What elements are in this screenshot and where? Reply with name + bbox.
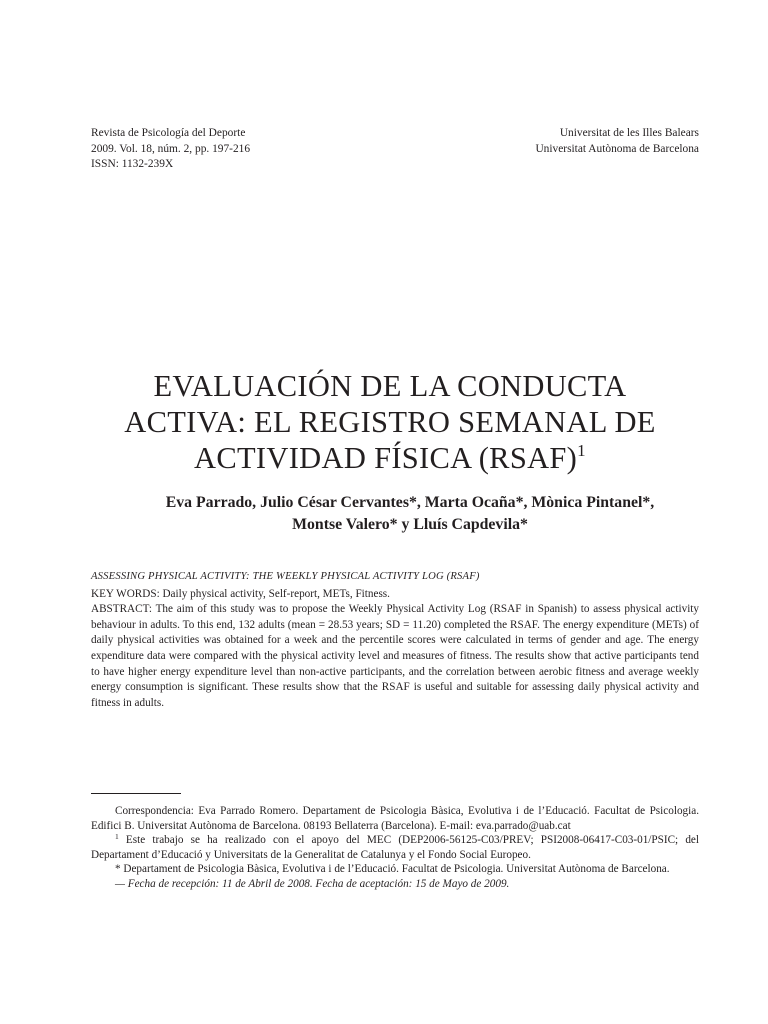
correspondence-note: Correspondencia: Eva Parrado Romero. Departament de Psicologia Bàsica, Evolutiva i de l’Educació. Facultat de Psicologia. Edifici B. Universitat Autònoma de Barcelona. 08193 Bellaterra (Barcelona). E-mail: eva.parrado@uab.cat: [91, 805, 699, 832]
authors-line-2: Montse Valero* y Lluís Capdevila*: [292, 516, 528, 533]
funding-note: [91, 833, 699, 862]
article-title: [80, 368, 700, 476]
institution-uib: Universitat de les Illes Balears: [559, 127, 699, 139]
title-line-3-text: ACTIVIDAD FÍSICA (RSAF): [194, 441, 578, 475]
journal-name: Revista de Psicología del Deporte: [91, 127, 246, 139]
author-list: [80, 492, 740, 536]
abstract-section: [91, 569, 699, 711]
institution-uab: Universitat Autònoma de Barcelona: [535, 142, 699, 155]
keywords: KEY WORDS: Daily physical activity, Self-report, METs, Fitness.: [91, 587, 390, 600]
journal-header: [91, 126, 250, 173]
funding-note-text: Este trabajo se ha realizado con el apoyo del MEC (DEP2006-56125-C03/PREV; PSI2008-06417-C03-01/PSIC; del Departament d’Educació y Universitats de la Generalitat de Catalunya y el Fondo Social Europeo.: [91, 834, 699, 861]
journal-volume: 2009. Vol. 18, núm. 2, pp. 197-216: [91, 142, 251, 155]
title-line-2: ACTIVA: EL REGISTRO SEMANAL DE: [124, 405, 656, 439]
institutions-header: [535, 126, 699, 157]
funding-note-mark: 1: [115, 832, 119, 842]
authors-line-1: Eva Parrado, Julio César Cervantes*, Marta Ocaña*, Mònica Pintanel*,: [165, 494, 655, 511]
title-footnote-mark: 1: [577, 441, 586, 460]
english-title: ASSESSING PHYSICAL ACTIVITY: THE WEEKLY PHYSICAL ACTIVITY LOG (RSAF): [91, 571, 480, 582]
footnotes: [91, 804, 699, 892]
dates-note: — Fecha de recepción: 11 de Abril de 2008. Fecha de aceptación: 15 de Mayo de 2009.: [115, 877, 510, 890]
footnote-divider: [91, 793, 181, 794]
title-line-3: [80, 440, 700, 476]
journal-issn: ISSN: 1132-239X: [91, 158, 174, 171]
title-line-1: EVALUACIÓN DE LA CONDUCTA: [153, 369, 627, 403]
abstract-text: ABSTRACT: The aim of this study was to propose the Weekly Physical Activity Log (RSAF in Spanish) to assess physical activity behaviour in adults. To this end, 132 adults (mean = 28.53 years; SD = 11.20) completed the RSAF. The energy expenditure (METs) of daily physical activities was obtained for a week and the percentile scores were calculated in terms of gender and age. The energy expenditure data were compared with the physical activity level and measures of fitness. The results show that active participants tend to have higher energy expenditure level than non-active participants, and the correlation between aerobic fitness and average weekly energy consumption is significant. These results show that the RSAF is useful and suitable for assessing daily physical activity and fitness in adults.: [91, 603, 699, 709]
affiliation-note: * Departament de Psicologia Bàsica, Evolutiva i de l’Educació. Facultat de Psicologia. Universitat Autònoma de Barcelona.: [115, 863, 670, 876]
